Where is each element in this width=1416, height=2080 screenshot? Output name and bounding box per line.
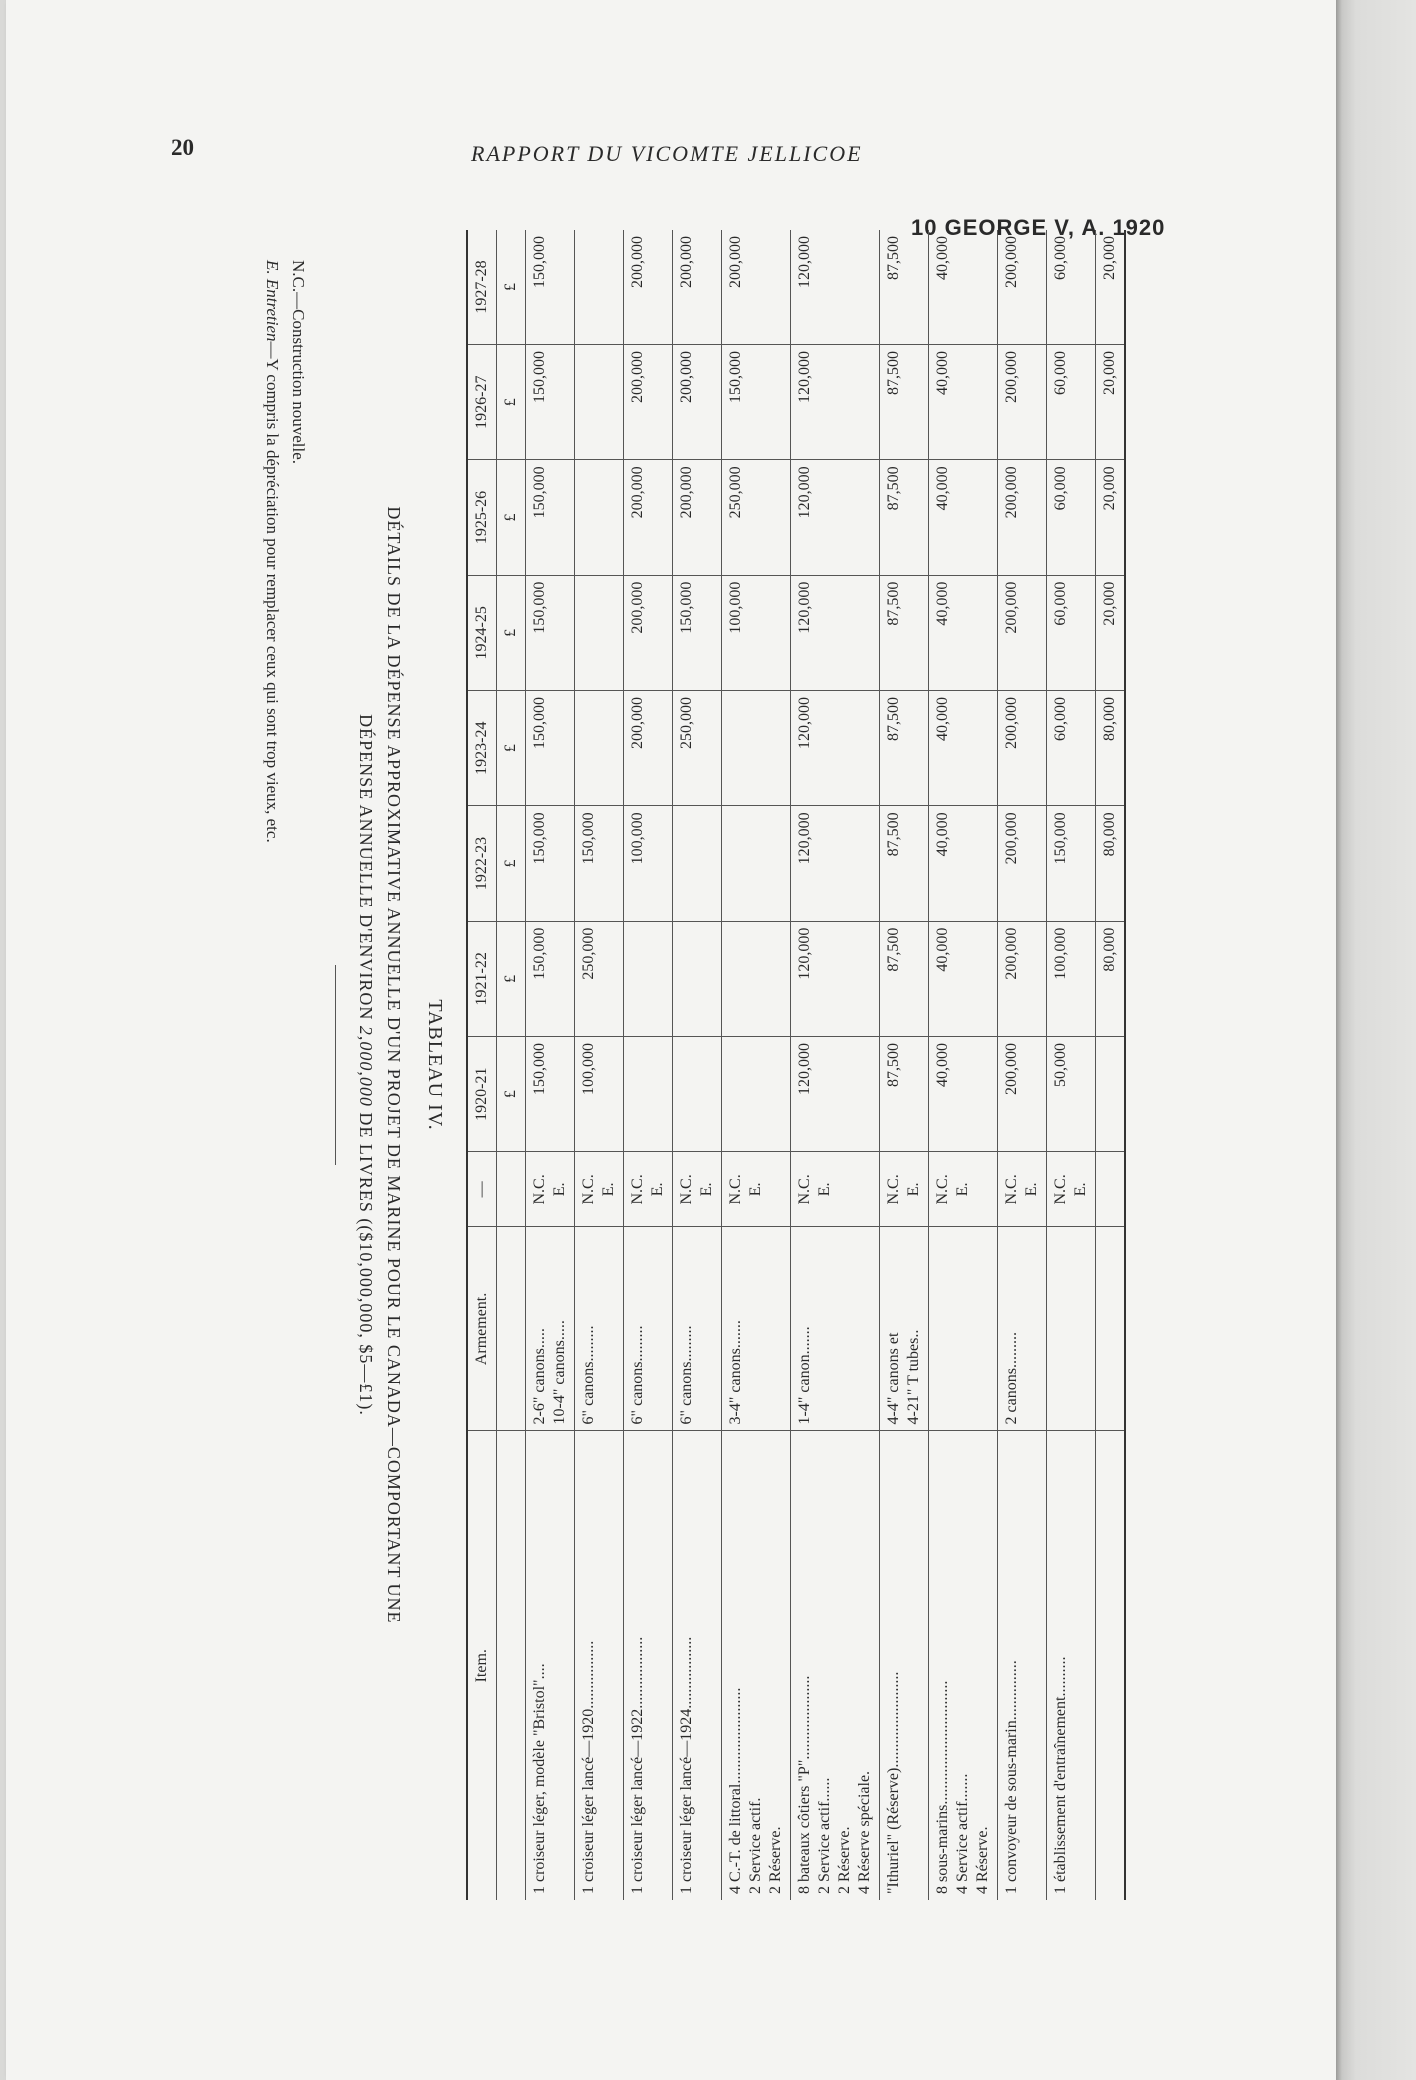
running-head: RAPPORT DU VICOMTE JELLICOE [471,141,863,166]
value-cell: 100,000 [722,575,791,690]
code-cell: N.C. E. [929,1152,998,1227]
currency-cell: £ [497,345,526,460]
value-cell: 40,000 [929,921,998,1036]
code-cell: N.C. E. [1047,1152,1096,1227]
legend-e-text: —Y compris la dépréciation pour remplacer ceux qui sont trop vieux, etc. [263,341,282,843]
table-body [526,230,1126,1900]
value-cell: 250,000 [673,691,722,806]
value-cell: 250,000 [722,460,791,575]
value-cell: 120,000 [791,575,880,690]
item-cell: 1 croiseur léger lancé—1920................. [580,1640,597,1894]
value-cell: 40,000 [929,691,998,806]
value-cell: 200,000 [624,345,673,460]
legend-nc: N.C.—Construction nouvelle. [289,260,308,464]
item-cell: 1 croiseur léger, modèle "Bristol".... [531,1663,548,1894]
value-cell: 200,000 [624,460,673,575]
value-cell: 120,000 [791,921,880,1036]
code-cell: N.C. E. [998,1152,1047,1227]
value-cell: 150,000 [526,691,575,806]
value-cell: 87,500 [880,460,929,575]
next-page-edge [1336,0,1416,2080]
column-header: 1921-22 [467,921,497,1036]
item-cell: 1 croiseur léger lancé—1922.................. [629,1636,646,1894]
value-cell: 200,000 [998,1036,1047,1151]
value-cell: 80,000 [1096,691,1126,806]
table-row [1096,230,1126,1900]
armament-cell: 3-4" canons....... [722,1227,791,1431]
table-row [880,230,929,1900]
value-cell [575,345,624,460]
item-cell: 8 bateaux côtiers "P"..................... 2 Service actif...... 2 Réserve. 4 Réserve spéciale. [796,1675,873,1894]
value-cell [722,1036,791,1151]
value-cell: 40,000 [929,1036,998,1151]
value-cell: 20,000 [1096,230,1126,345]
value-cell: 200,000 [998,691,1047,806]
title-rule [335,965,336,1165]
value-cell: 60,000 [1047,460,1096,575]
currency-cell: £ [497,575,526,690]
value-cell: 200,000 [998,460,1047,575]
value-cell: 150,000 [526,921,575,1036]
table-row [929,230,998,1900]
value-cell: 200,000 [998,575,1047,690]
item-cell [1096,1431,1126,1900]
currency-cell: £ [497,1036,526,1151]
value-cell: 120,000 [791,460,880,575]
item-cell: 4 C.-T. de littoral........................ 2 Service actif. 2 Réserve. [727,1687,784,1894]
table-title-line2 [355,230,376,1900]
title-line2-c: DE LIVRES (($10,000,000, $5—£1). [356,1106,376,1416]
value-cell: 200,000 [624,230,673,345]
item-cell: 1 convoyeur de sous-marin............... [1003,1660,1020,1894]
armament-cell [929,1227,998,1431]
currency-cell [497,1152,526,1227]
value-cell: 80,000 [1096,921,1126,1036]
code-cell: N.C. E. [880,1152,929,1227]
code-cell: N.C. E. [526,1152,575,1227]
armament-cell: 4-4" canons et 4-21" T tubes.. [880,1227,929,1431]
currency-cell: £ [497,230,526,345]
column-header: Item. [467,1431,497,1900]
value-cell [1096,1036,1126,1151]
value-cell: 87,500 [880,806,929,921]
column-header: 1926-27 [467,345,497,460]
armament-cell: 2-6" canons..... 10-4" canons..... [526,1227,575,1431]
value-cell: 120,000 [791,230,880,345]
value-cell: 87,500 [880,921,929,1036]
value-cell: 200,000 [624,575,673,690]
session-label: 10 GEORGE V, A. 1920 [911,215,1166,240]
value-cell: 200,000 [722,230,791,345]
value-cell: 150,000 [673,575,722,690]
table-row [998,230,1047,1900]
column-header: 1927-28 [467,230,497,345]
value-cell: 150,000 [526,575,575,690]
table-row [526,230,575,1900]
value-cell [624,921,673,1036]
column-header: 1924-25 [467,575,497,690]
item-cell: 1 croiseur léger lancé—1924.................. [678,1636,695,1894]
legend-e [262,260,282,843]
document-page [6,0,1336,2080]
armament-cell: 6" canons......... [624,1227,673,1431]
value-cell: 80,000 [1096,806,1126,921]
armament-cell: 2 canons......... [998,1227,1047,1431]
value-cell: 200,000 [998,345,1047,460]
value-cell [624,1036,673,1151]
value-cell [575,460,624,575]
page-header [171,117,1171,240]
value-cell [575,575,624,690]
value-cell: 150,000 [575,806,624,921]
code-cell: N.C. E. [673,1152,722,1227]
code-cell: N.C. E. [722,1152,791,1227]
value-cell: 60,000 [1047,230,1096,345]
table-row [722,230,791,1900]
code-cell: N.C. E. [791,1152,880,1227]
value-cell: 150,000 [722,345,791,460]
code-cell: N.C. E. [624,1152,673,1227]
armament-cell [1047,1227,1096,1431]
value-cell [575,230,624,345]
armament-cell [1096,1227,1126,1431]
column-header: — [467,1152,497,1227]
value-cell: 20,000 [1096,345,1126,460]
armament-cell: 1-4" canon....... [791,1227,880,1431]
table-row [575,230,624,1900]
value-cell: 60,000 [1047,345,1096,460]
value-cell: 40,000 [929,806,998,921]
value-cell: 100,000 [575,1036,624,1151]
item-cell: "Ithuriel" (Réserve)........................ [885,1671,902,1894]
value-cell: 87,500 [880,1036,929,1151]
value-cell: 20,000 [1096,575,1126,690]
table-label: TABLEAU IV. [424,999,446,1131]
item-cell: 1 établissement d'entraînement.......... [1052,1656,1069,1894]
title-line2-a: DÉPENSE ANNUELLE D'ENVIRON [356,714,376,1026]
value-cell: 200,000 [673,345,722,460]
value-cell: 87,500 [880,575,929,690]
value-cell: 200,000 [998,806,1047,921]
value-cell: 150,000 [526,1036,575,1151]
value-cell: 150,000 [1047,806,1096,921]
table-row [791,230,880,1900]
value-cell: 40,000 [929,460,998,575]
value-cell: 100,000 [1047,921,1096,1036]
value-cell: 120,000 [791,691,880,806]
column-header: 1925-26 [467,460,497,575]
value-cell: 200,000 [673,460,722,575]
value-cell: 40,000 [929,230,998,345]
value-cell: 150,000 [526,460,575,575]
table-row [673,230,722,1900]
value-cell: 200,000 [624,691,673,806]
value-cell [673,806,722,921]
value-cell: 200,000 [998,921,1047,1036]
value-cell: 100,000 [624,806,673,921]
column-header: 1920-21 [467,1036,497,1151]
code-cell [1096,1152,1126,1227]
value-cell [575,691,624,806]
value-cell: 200,000 [673,230,722,345]
value-cell: 200,000 [998,230,1047,345]
column-header: Armement. [467,1227,497,1431]
value-cell: 87,500 [880,345,929,460]
legend-e-term: E. Entretien [263,260,282,342]
column-header: 1923-24 [467,691,497,806]
table-row [1047,230,1096,1900]
armament-cell: 6" canons......... [673,1227,722,1431]
currency-cell [497,1227,526,1431]
value-cell [722,921,791,1036]
value-cell [673,1036,722,1151]
value-cell: 150,000 [526,345,575,460]
column-header: 1922-23 [467,806,497,921]
value-cell: 40,000 [929,575,998,690]
value-cell: 120,000 [791,345,880,460]
value-cell: 87,500 [880,691,929,806]
page-number: 20 [171,135,194,160]
currency-cell [497,1431,526,1900]
value-cell: 60,000 [1047,691,1096,806]
rotated-table-block [263,230,1166,1900]
armament-cell: 6" canons......... [575,1227,624,1431]
value-cell [673,921,722,1036]
code-cell: N.C. E. [575,1152,624,1227]
table-title-line1: DÉTAILS DE LA DÉPENSE APPROXIMATIVE ANNUELLE D'UN PROJET DE MARINE POUR LE CANADA—COMPORTANT UNE [384,506,404,1624]
value-cell [722,691,791,806]
value-cell: 50,000 [1047,1036,1096,1151]
value-cell: 60,000 [1047,575,1096,690]
currency-row [497,230,526,1900]
value-cell: 40,000 [929,345,998,460]
currency-cell: £ [497,921,526,1036]
value-cell [722,806,791,921]
currency-cell: £ [497,460,526,575]
value-cell: 120,000 [791,806,880,921]
value-cell: 87,500 [880,230,929,345]
budget-table [466,230,1126,1900]
item-cell: 8 sous-marins............................... 4 Service actif....... 4 Réserve. [934,1680,991,1894]
currency-cell: £ [497,806,526,921]
value-cell: 20,000 [1096,460,1126,575]
table-header-row [467,230,497,1900]
value-cell: 250,000 [575,921,624,1036]
title-line2-b: 2,000,000 [356,1025,376,1107]
value-cell: 120,000 [791,1036,880,1151]
currency-cell: £ [497,691,526,806]
table-row [624,230,673,1900]
value-cell: 150,000 [526,806,575,921]
value-cell: 150,000 [526,230,575,345]
